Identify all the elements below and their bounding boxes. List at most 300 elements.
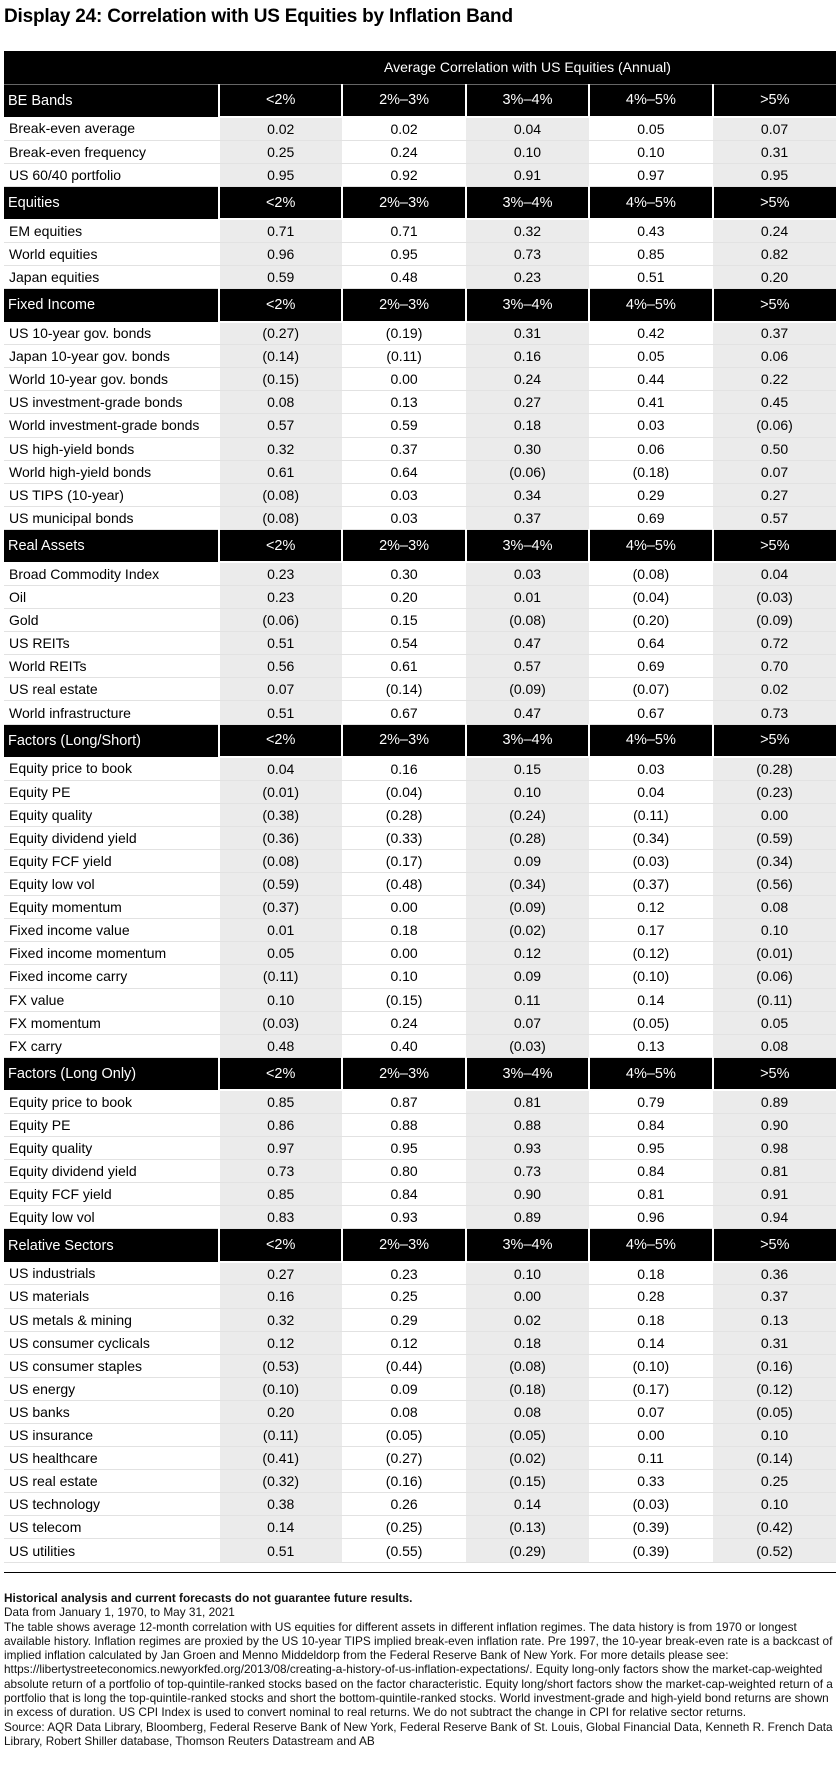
value-cell: 0.11	[466, 988, 589, 1011]
table-row	[4, 780, 836, 803]
value-cell: 0.07	[466, 1011, 589, 1034]
value-cell: 0.10	[713, 919, 836, 942]
correlation-table	[4, 51, 836, 1563]
value-cell: 0.11	[589, 1447, 712, 1470]
section-header-factors-long-only	[4, 1057, 836, 1090]
band-header: <2%	[219, 1057, 342, 1090]
band-header: <2%	[219, 186, 342, 219]
value-cell: 0.08	[219, 391, 342, 414]
table-row	[4, 1011, 836, 1034]
value-cell: 0.81	[713, 1160, 836, 1183]
value-cell: 0.07	[713, 460, 836, 483]
super-header-spacer	[4, 51, 219, 84]
value-cell: 0.10	[342, 965, 465, 988]
value-cell: 0.84	[589, 1113, 712, 1136]
value-cell: 0.79	[589, 1090, 712, 1113]
date-range: Data from January 1, 1970, to May 31, 2021	[4, 1605, 235, 1620]
band-header: >5%	[713, 1229, 836, 1262]
row-label: Equity momentum	[4, 896, 219, 919]
row-label: EM equities	[4, 219, 219, 242]
value-cell: (0.23)	[713, 780, 836, 803]
band-header: 3%–4%	[466, 529, 589, 562]
table-row	[4, 368, 836, 391]
value-cell: 0.96	[589, 1206, 712, 1229]
row-label: Equity quality	[4, 803, 219, 826]
table-row	[4, 678, 836, 701]
value-cell: 0.03	[466, 562, 589, 585]
value-cell: 0.10	[219, 988, 342, 1011]
value-cell: 0.10	[466, 1262, 589, 1285]
value-cell: (0.03)	[589, 1493, 712, 1516]
table-row	[4, 1285, 836, 1308]
value-cell: 0.02	[466, 1308, 589, 1331]
value-cell: 0.31	[713, 1331, 836, 1354]
value-cell: 0.13	[342, 391, 465, 414]
value-cell: (0.39)	[589, 1516, 712, 1539]
row-label: Equity FCF yield	[4, 1183, 219, 1206]
band-header: 3%–4%	[466, 1229, 589, 1262]
value-cell: 0.08	[713, 1034, 836, 1057]
value-cell: (0.39)	[589, 1539, 712, 1562]
value-cell: (0.52)	[713, 1539, 836, 1562]
value-cell: 0.02	[219, 117, 342, 140]
value-cell: 0.81	[466, 1090, 589, 1113]
row-label: World infrastructure	[4, 701, 219, 724]
table-row	[4, 1516, 836, 1539]
value-cell: 0.48	[219, 1034, 342, 1057]
value-cell: 0.85	[219, 1183, 342, 1206]
row-label: Equity FCF yield	[4, 849, 219, 872]
section-header-fixed-income	[4, 289, 836, 322]
table-row	[4, 632, 836, 655]
table-row	[4, 1308, 836, 1331]
band-header: 4%–5%	[589, 186, 712, 219]
row-label: World REITs	[4, 655, 219, 678]
value-cell: 0.12	[342, 1331, 465, 1354]
table-row	[4, 1470, 836, 1493]
value-cell: 0.18	[466, 414, 589, 437]
value-cell: 0.47	[466, 701, 589, 724]
table-row	[4, 219, 836, 242]
value-cell: 0.85	[589, 242, 712, 265]
row-label: Equity dividend yield	[4, 1160, 219, 1183]
value-cell: (0.10)	[589, 1354, 712, 1377]
value-cell: 0.17	[589, 919, 712, 942]
value-cell: 0.44	[589, 368, 712, 391]
value-cell: 0.15	[342, 609, 465, 632]
table-row	[4, 322, 836, 345]
band-header: <2%	[219, 289, 342, 322]
value-cell: (0.37)	[219, 896, 342, 919]
value-cell: (0.15)	[466, 1470, 589, 1493]
value-cell: 0.00	[342, 942, 465, 965]
value-cell: (0.34)	[589, 826, 712, 849]
value-cell: (0.06)	[713, 965, 836, 988]
row-label: US municipal bonds	[4, 506, 219, 529]
value-cell: 0.07	[219, 678, 342, 701]
value-cell: 0.57	[713, 506, 836, 529]
row-label: US telecom	[4, 1516, 219, 1539]
band-header: 3%–4%	[466, 1057, 589, 1090]
value-cell: 0.95	[342, 1136, 465, 1159]
table-row	[4, 1160, 836, 1183]
value-cell: (0.03)	[589, 849, 712, 872]
value-cell: 0.97	[589, 163, 712, 186]
table-row	[4, 1206, 836, 1229]
value-cell: 0.03	[589, 414, 712, 437]
band-header: >5%	[713, 724, 836, 757]
value-cell: 0.29	[589, 483, 712, 506]
value-cell: (0.09)	[466, 678, 589, 701]
row-label: US insurance	[4, 1424, 219, 1447]
value-cell: 0.67	[589, 701, 712, 724]
value-cell: (0.05)	[713, 1400, 836, 1423]
row-label: FX carry	[4, 1034, 219, 1057]
value-cell: 0.31	[466, 322, 589, 345]
value-cell: 0.32	[219, 437, 342, 460]
value-cell: 0.24	[713, 219, 836, 242]
table-row	[4, 873, 836, 896]
value-cell: (0.11)	[342, 345, 465, 368]
row-label: US real estate	[4, 1470, 219, 1493]
section-header-relative-sectors	[4, 1229, 836, 1262]
band-header: <2%	[219, 724, 342, 757]
table-row	[4, 140, 836, 163]
value-cell: 0.15	[466, 757, 589, 780]
value-cell: (0.15)	[342, 988, 465, 1011]
value-cell: (0.08)	[466, 609, 589, 632]
table-row	[4, 414, 836, 437]
value-cell: (0.28)	[466, 826, 589, 849]
band-header: <2%	[219, 529, 342, 562]
value-cell: 0.71	[342, 219, 465, 242]
value-cell: 0.91	[466, 163, 589, 186]
table-row	[4, 757, 836, 780]
value-cell: 0.38	[219, 1493, 342, 1516]
section-title: Factors (Long Only)	[4, 1057, 219, 1090]
table-row	[4, 1377, 836, 1400]
value-cell: 0.23	[342, 1262, 465, 1285]
value-cell: 0.10	[589, 140, 712, 163]
value-cell: 0.24	[466, 368, 589, 391]
value-cell: 0.12	[219, 1331, 342, 1354]
value-cell: (0.05)	[466, 1424, 589, 1447]
value-cell: 0.86	[219, 1113, 342, 1136]
band-header: 3%–4%	[466, 84, 589, 117]
disclaimer: Historical analysis and current forecasts do not guarantee future results.	[4, 1591, 413, 1605]
value-cell: 0.95	[219, 163, 342, 186]
value-cell: 0.47	[466, 632, 589, 655]
row-label: US consumer staples	[4, 1354, 219, 1377]
value-cell: 0.88	[466, 1113, 589, 1136]
value-cell: 0.08	[342, 1400, 465, 1423]
band-header: 2%–3%	[342, 186, 465, 219]
row-label: US real estate	[4, 678, 219, 701]
table-row	[4, 988, 836, 1011]
value-cell: 0.96	[219, 242, 342, 265]
value-cell: 0.95	[342, 242, 465, 265]
value-cell: (0.16)	[342, 1470, 465, 1493]
value-cell: 0.30	[342, 562, 465, 585]
table-bottom-rule	[4, 1572, 836, 1573]
table-row	[4, 1183, 836, 1206]
value-cell: 0.93	[342, 1206, 465, 1229]
row-label: Equity low vol	[4, 1206, 219, 1229]
band-header: 3%–4%	[466, 289, 589, 322]
table-row	[4, 1493, 836, 1516]
description-note: The table shows average 12-month correlation with US equities for different assets in different inflation regimes. The data history is from 1970 or longest available history. Inflation regimes are proxied by the US 10-year TIPS implied break-even inflation rate. Pre 1997, the 10-year break-even rate is a backcast of implied inflation calculated by Jan Groen and Menno Middeldorp from the Federal Reserve Bank of New York. For more details please see: https://libertystreeteconomics.newyorkfed.org/2013/08/creating-a-history-of-us-inflation-expectations/. Equity long-only factors show the market-cap-weighted absolute return of a portfolio of top-quintile-ranked stocks based on the factor characteristic. Equity long/short factors show the market-cap-weighted return of a portfolio that is long the top-quintile-ranked stocks and short the bottom-quintile-ranked stocks. World investment-grade and high-yield bond returns are shown in excess of duration. US CPI Index is used to convert nominal to real returns. We do not subtract the change in CPI for relative sector returns.	[4, 1619, 833, 1720]
value-cell: 0.57	[466, 655, 589, 678]
value-cell: 0.05	[219, 942, 342, 965]
value-cell: 0.92	[342, 163, 465, 186]
value-cell: 0.64	[342, 460, 465, 483]
value-cell: 0.56	[219, 655, 342, 678]
value-cell: 0.24	[342, 1011, 465, 1034]
value-cell: (0.59)	[713, 826, 836, 849]
row-label: Equity PE	[4, 780, 219, 803]
value-cell: 0.26	[342, 1493, 465, 1516]
row-label: US TIPS (10-year)	[4, 483, 219, 506]
value-cell: (0.08)	[219, 506, 342, 529]
value-cell: 0.06	[713, 345, 836, 368]
value-cell: 0.27	[713, 483, 836, 506]
band-header: 4%–5%	[589, 1057, 712, 1090]
value-cell: 0.84	[589, 1160, 712, 1183]
table-row	[4, 483, 836, 506]
row-label: Equity dividend yield	[4, 826, 219, 849]
value-cell: 0.70	[713, 655, 836, 678]
row-label: US 10-year gov. bonds	[4, 322, 219, 345]
value-cell: 0.90	[713, 1113, 836, 1136]
table-row	[4, 1262, 836, 1285]
value-cell: 0.03	[342, 506, 465, 529]
value-cell: 0.06	[589, 437, 712, 460]
value-cell: 0.09	[466, 965, 589, 988]
value-cell: (0.41)	[219, 1447, 342, 1470]
row-label: US REITs	[4, 632, 219, 655]
row-label: US 60/40 portfolio	[4, 163, 219, 186]
table-row	[4, 437, 836, 460]
value-cell: (0.55)	[342, 1539, 465, 1562]
value-cell: (0.38)	[219, 803, 342, 826]
value-cell: (0.34)	[713, 849, 836, 872]
value-cell: 0.10	[713, 1424, 836, 1447]
table-row	[4, 117, 836, 140]
table-row	[4, 1400, 836, 1423]
band-header: 2%–3%	[342, 289, 465, 322]
value-cell: (0.11)	[219, 1424, 342, 1447]
table-row	[4, 1113, 836, 1136]
table-row	[4, 942, 836, 965]
value-cell: 0.41	[589, 391, 712, 414]
value-cell: 0.48	[342, 265, 465, 288]
value-cell: 0.73	[713, 701, 836, 724]
value-cell: (0.06)	[219, 609, 342, 632]
row-label: FX value	[4, 988, 219, 1011]
row-label: US industrials	[4, 1262, 219, 1285]
value-cell: 0.42	[589, 322, 712, 345]
row-label: US energy	[4, 1377, 219, 1400]
value-cell: 0.57	[219, 414, 342, 437]
value-cell: (0.17)	[589, 1377, 712, 1400]
row-label: Gold	[4, 609, 219, 632]
value-cell: 0.18	[589, 1308, 712, 1331]
row-label: US banks	[4, 1400, 219, 1423]
band-header: 4%–5%	[589, 529, 712, 562]
value-cell: 0.23	[466, 265, 589, 288]
value-cell: 0.10	[466, 140, 589, 163]
value-cell: 0.40	[342, 1034, 465, 1057]
value-cell: 0.98	[713, 1136, 836, 1159]
row-label: World high-yield bonds	[4, 460, 219, 483]
value-cell: 0.04	[466, 117, 589, 140]
band-header: 4%–5%	[589, 84, 712, 117]
value-cell: 0.00	[713, 803, 836, 826]
value-cell: (0.32)	[219, 1470, 342, 1493]
value-cell: 0.90	[466, 1183, 589, 1206]
value-cell: 0.03	[589, 757, 712, 780]
value-cell: (0.16)	[713, 1354, 836, 1377]
value-cell: 0.16	[342, 757, 465, 780]
value-cell: 0.14	[219, 1516, 342, 1539]
value-cell: 0.01	[219, 919, 342, 942]
table-row	[4, 965, 836, 988]
table-row	[4, 609, 836, 632]
table-row	[4, 345, 836, 368]
value-cell: 0.18	[589, 1262, 712, 1285]
value-cell: 0.91	[713, 1183, 836, 1206]
value-cell: 0.20	[342, 586, 465, 609]
table-body	[4, 51, 836, 1562]
row-label: US utilities	[4, 1539, 219, 1562]
row-label: Broad Commodity Index	[4, 562, 219, 585]
value-cell: 0.05	[589, 117, 712, 140]
value-cell: 0.00	[342, 896, 465, 919]
value-cell: 0.37	[342, 437, 465, 460]
source-note: Source: AQR Data Library, Bloomberg, Federal Reserve Bank of New York, Federal Reserve Bank of St. Louis, Global Financial Data, Kenneth R. French Data Library, Robert Shiller database, Thomson Reuters Datastream and AB	[4, 1719, 833, 1748]
value-cell: 0.20	[219, 1400, 342, 1423]
value-cell: 0.27	[466, 391, 589, 414]
band-header: 4%–5%	[589, 1229, 712, 1262]
value-cell: 0.14	[589, 988, 712, 1011]
value-cell: (0.18)	[589, 460, 712, 483]
value-cell: (0.59)	[219, 873, 342, 896]
table-row	[4, 242, 836, 265]
value-cell: (0.53)	[219, 1354, 342, 1377]
value-cell: 0.51	[219, 701, 342, 724]
row-label: Equity price to book	[4, 1090, 219, 1113]
row-label: Japan equities	[4, 265, 219, 288]
value-cell: 0.80	[342, 1160, 465, 1183]
row-label: Fixed income carry	[4, 965, 219, 988]
band-header: 3%–4%	[466, 186, 589, 219]
value-cell: (0.10)	[589, 965, 712, 988]
value-cell: 0.89	[713, 1090, 836, 1113]
value-cell: 0.23	[219, 586, 342, 609]
section-title: BE Bands	[4, 84, 219, 117]
value-cell: 0.59	[342, 414, 465, 437]
value-cell: 0.25	[219, 140, 342, 163]
band-header: 2%–3%	[342, 529, 465, 562]
row-label: US investment-grade bonds	[4, 391, 219, 414]
table-row	[4, 562, 836, 585]
value-cell: (0.15)	[219, 368, 342, 391]
value-cell: (0.19)	[342, 322, 465, 345]
row-label: US consumer cyclicals	[4, 1331, 219, 1354]
value-cell: 0.02	[713, 678, 836, 701]
value-cell: (0.14)	[713, 1447, 836, 1470]
value-cell: 0.51	[219, 1539, 342, 1562]
value-cell: (0.10)	[219, 1377, 342, 1400]
value-cell: 0.59	[219, 265, 342, 288]
section-title: Factors (Long/Short)	[4, 724, 219, 757]
value-cell: 0.20	[713, 265, 836, 288]
value-cell: (0.05)	[589, 1011, 712, 1034]
table-row	[4, 1136, 836, 1159]
value-cell: (0.09)	[466, 896, 589, 919]
table-row	[4, 1354, 836, 1377]
value-cell: (0.08)	[219, 483, 342, 506]
value-cell: (0.56)	[713, 873, 836, 896]
table-row	[4, 849, 836, 872]
band-header: 2%–3%	[342, 1057, 465, 1090]
row-label: Break-even frequency	[4, 140, 219, 163]
value-cell: 0.50	[713, 437, 836, 460]
value-cell: (0.01)	[713, 942, 836, 965]
section-title: Relative Sectors	[4, 1229, 219, 1262]
super-header-label: Average Correlation with US Equities (Annual)	[219, 51, 836, 84]
section-header-be-bands	[4, 84, 836, 117]
row-label: Fixed income value	[4, 919, 219, 942]
value-cell: 0.00	[589, 1424, 712, 1447]
value-cell: 0.03	[342, 483, 465, 506]
row-label: US high-yield bonds	[4, 437, 219, 460]
value-cell: 0.04	[713, 562, 836, 585]
value-cell: (0.11)	[219, 965, 342, 988]
value-cell: (0.12)	[713, 1377, 836, 1400]
table-row	[4, 586, 836, 609]
value-cell: 0.94	[713, 1206, 836, 1229]
value-cell: 0.64	[589, 632, 712, 655]
table-row	[4, 460, 836, 483]
value-cell: 0.09	[466, 849, 589, 872]
value-cell: (0.44)	[342, 1354, 465, 1377]
table-row	[4, 896, 836, 919]
value-cell: 0.23	[219, 562, 342, 585]
value-cell: 0.84	[342, 1183, 465, 1206]
section-title: Fixed Income	[4, 289, 219, 322]
value-cell: (0.25)	[342, 1516, 465, 1539]
value-cell: (0.29)	[466, 1539, 589, 1562]
value-cell: 0.18	[466, 1331, 589, 1354]
table-row	[4, 826, 836, 849]
value-cell: (0.07)	[589, 678, 712, 701]
value-cell: 0.51	[219, 632, 342, 655]
value-cell: (0.12)	[589, 942, 712, 965]
value-cell: (0.06)	[466, 460, 589, 483]
band-header: 2%–3%	[342, 84, 465, 117]
value-cell: 0.37	[713, 1285, 836, 1308]
value-cell: (0.04)	[589, 586, 712, 609]
band-header: 2%–3%	[342, 1229, 465, 1262]
value-cell: (0.11)	[713, 988, 836, 1011]
value-cell: (0.33)	[342, 826, 465, 849]
value-cell: 0.12	[589, 896, 712, 919]
value-cell: 0.13	[589, 1034, 712, 1057]
value-cell: 0.61	[342, 655, 465, 678]
footnotes	[4, 1591, 836, 1748]
value-cell: 0.69	[589, 655, 712, 678]
